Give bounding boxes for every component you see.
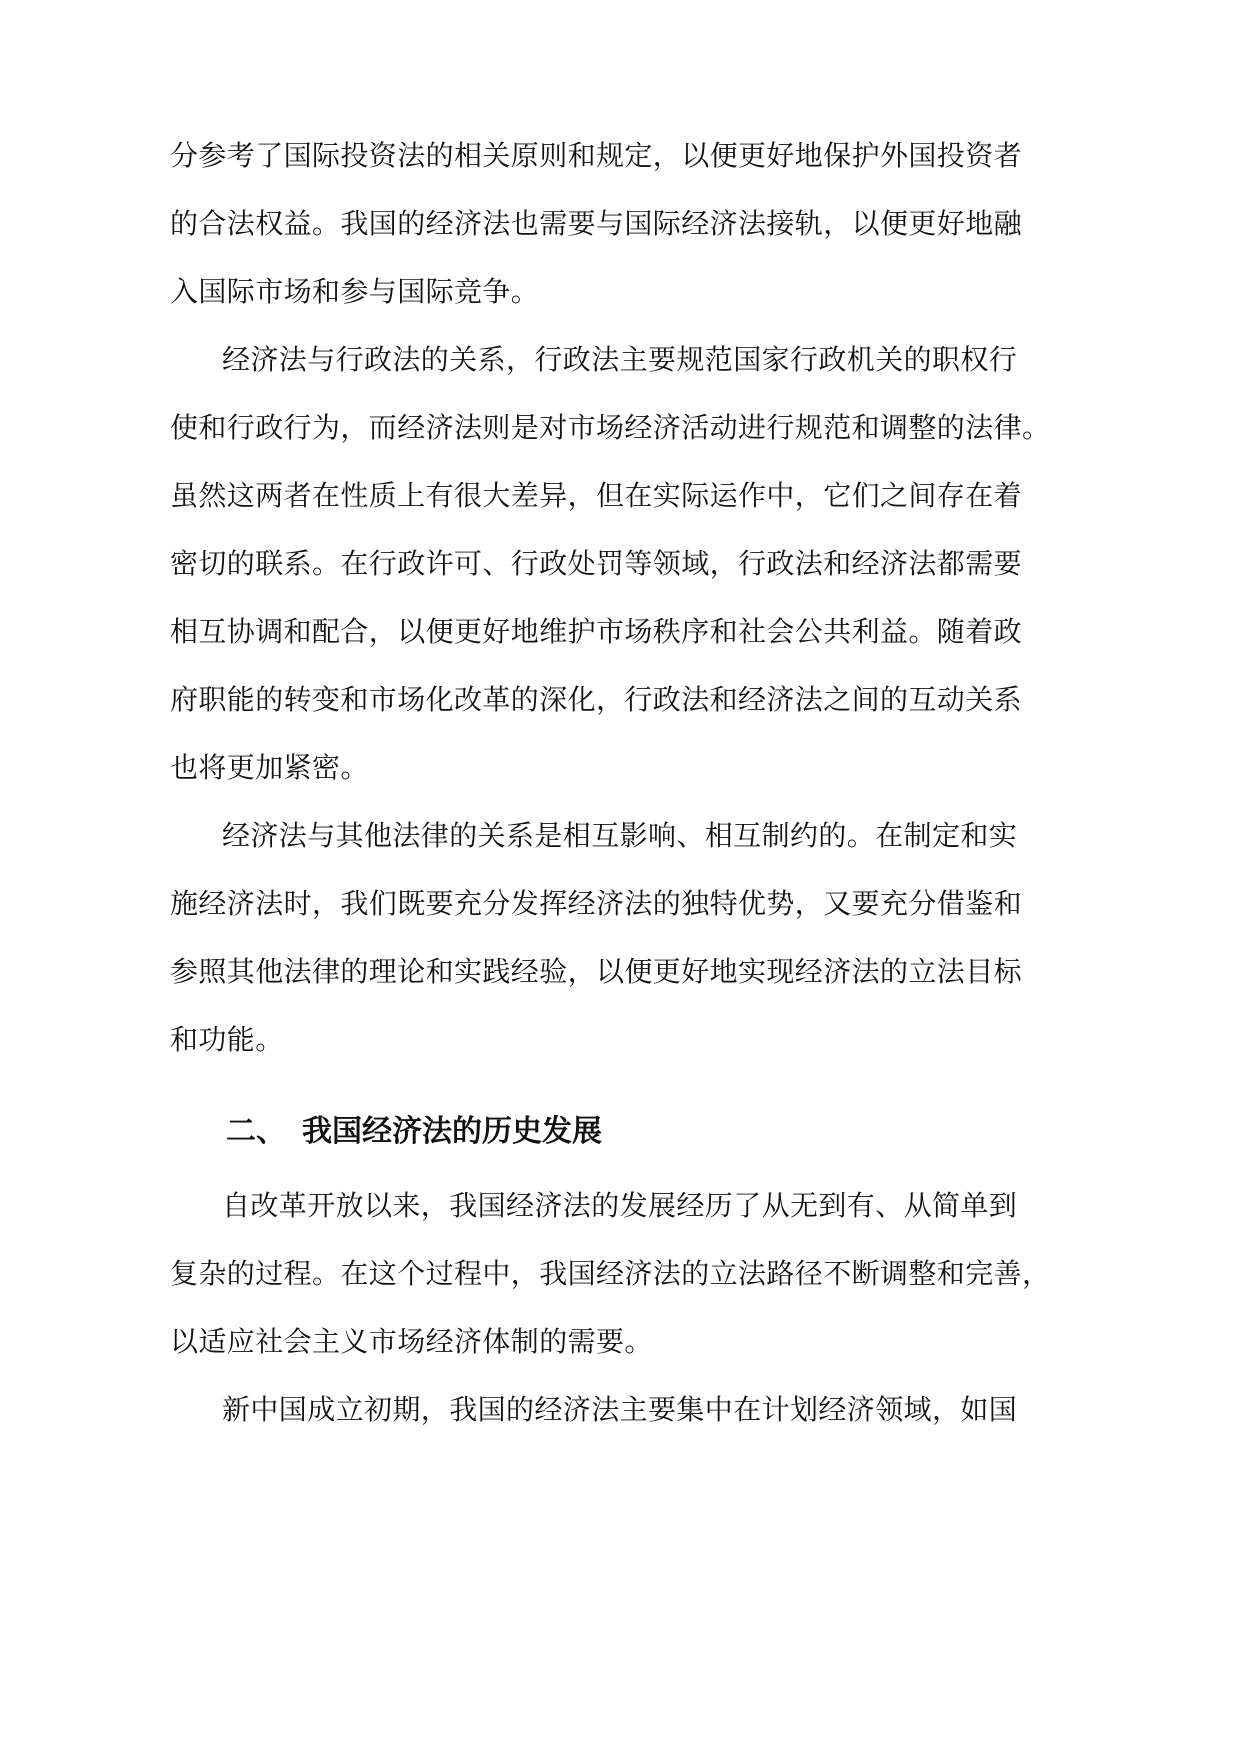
paragraph-line: 也将更加紧密。 [170,751,369,784]
paragraph-line: 入国际市场和参与国际竞争。 [170,275,540,308]
paragraph-line: 经济法与其他法律的关系是相互影响、相互制约的。在制定和实 [222,819,1018,852]
paragraph-line: 府职能的转变和市场化改革的深化，行政法和经济法之间的互动关系 [170,683,1023,716]
paragraph-line: 相互协调和配合，以便更好地维护市场秩序和社会公共利益。随着政 [170,615,1023,648]
paragraph-line: 虽然这两者在性质上有很大差异，但在实际运作中，它们之间存在着 [170,479,1023,512]
section-title: 我国经济法的历史发展 [302,1114,602,1149]
paragraph-line: 密切的联系。在行政许可、行政处罚等领域，行政法和经济法都需要 [170,547,1023,580]
paragraph-line: 的合法权益。我国的经济法也需要与国际经济法接轨，以便更好地融 [170,207,1023,240]
paragraph-line: 和功能。 [170,1023,284,1056]
paragraph-line: 复杂的过程。在这个过程中，我国经济法的立法路径不断调整和完善， [170,1257,1051,1290]
paragraph-line: 施经济法时，我们既要充分发挥经济法的独特优势，又要充分借鉴和 [170,887,1023,920]
paragraph-line: 新中国成立初期，我国的经济法主要集中在计划经济领域，如国 [222,1393,1018,1426]
paragraph-line: 经济法与行政法的关系，行政法主要规范国家行政机关的职权行 [222,343,1018,376]
section-number: 二、 [226,1114,286,1149]
paragraph-line: 参照其他法律的理论和实践经验，以便更好地实现经济法的立法目标 [170,955,1023,988]
paragraph-line: 分参考了国际投资法的相关原则和规定，以便更好地保护外国投资者 [170,139,1023,172]
paragraph-line: 以适应社会主义市场经济体制的需要。 [170,1325,653,1358]
paragraph-line: 自改革开放以来，我国经济法的发展经历了从无到有、从简单到 [222,1189,1018,1222]
paragraph-line: 使和行政行为，而经济法则是对市场经济活动进行规范和调整的法律。 [170,411,1051,444]
